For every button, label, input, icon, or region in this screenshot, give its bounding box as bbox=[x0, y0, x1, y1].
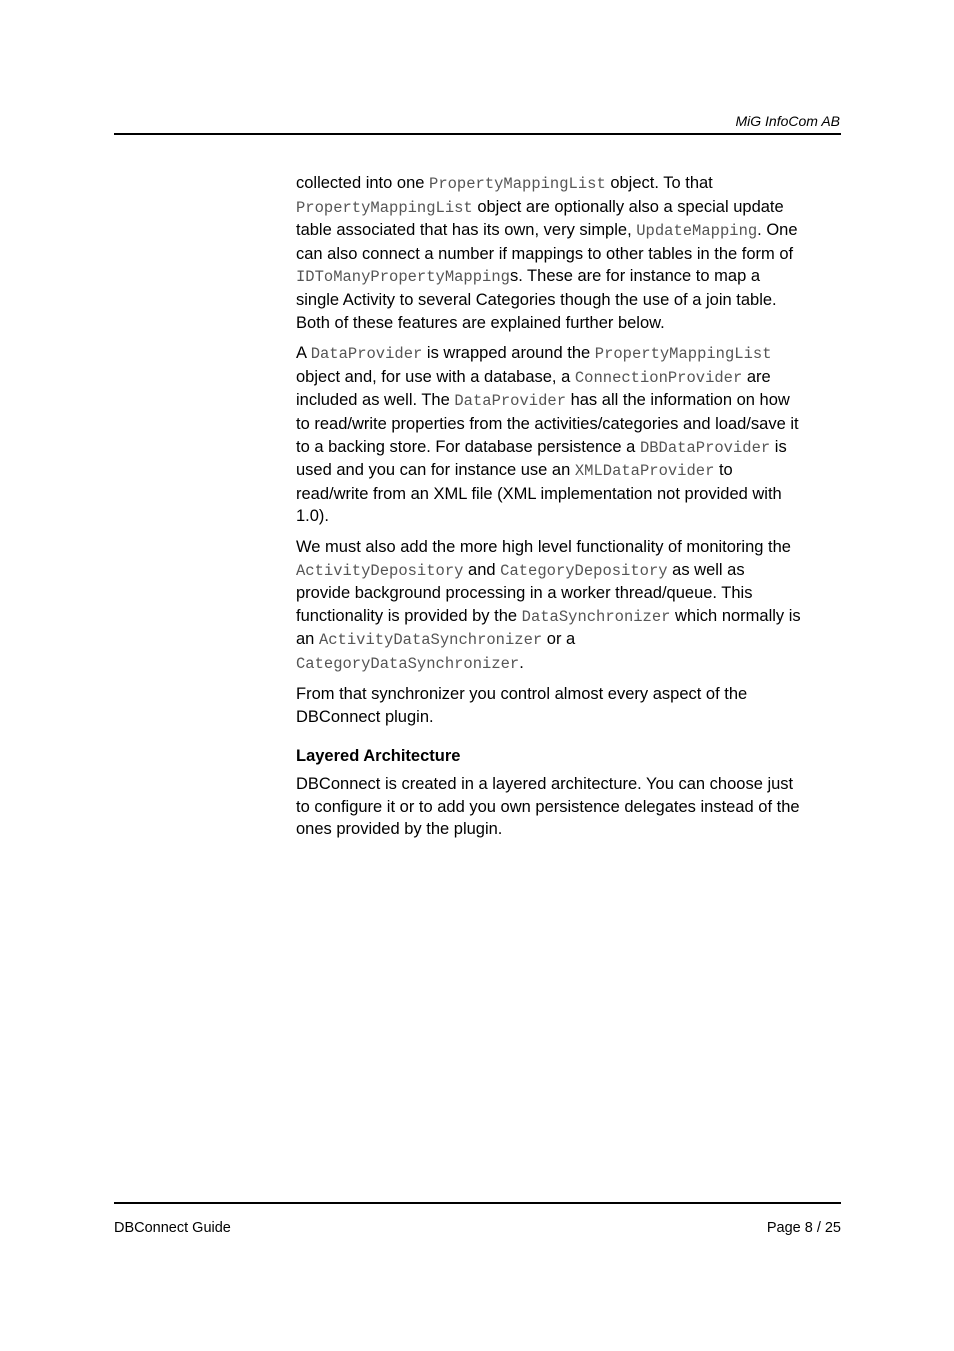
code-xml-data-provider: XMLDataProvider bbox=[574, 462, 715, 481]
section-heading-layered-architecture: Layered Architecture bbox=[296, 746, 461, 765]
text-run: are included as well. The bbox=[296, 367, 771, 410]
text-run: object and, for use with a database, a bbox=[296, 367, 575, 386]
text-run: has all the information on how to read/write properties from the activities/categories and load/save it to a backing store. For database persistence a bbox=[296, 391, 799, 456]
code-category-data-synchronizer: CategoryDataSynchronizer bbox=[296, 654, 520, 673]
text-run: and bbox=[463, 560, 501, 579]
text-run: to read/write from an XML file (XML implementation not provided with 1.0). bbox=[296, 461, 782, 526]
code-data-provider: DataProvider bbox=[454, 392, 566, 411]
paragraph-synchronizer-control: From that synchronizer you control almost every aspect of the DBConnect plugin. bbox=[296, 685, 748, 727]
code-activity-data-synchronizer: ActivityDataSynchronizer bbox=[318, 631, 543, 650]
text-run: s. These are for instance to map a single Activity to several Categories though the use of a join table. Both of these features are explained further below. bbox=[296, 267, 777, 332]
code-data-provider: DataProvider bbox=[310, 345, 423, 364]
text-run: . bbox=[519, 653, 524, 672]
code-activity-depository: ActivityDepository bbox=[296, 561, 464, 580]
text-run: is wrapped around the bbox=[422, 344, 595, 363]
code-db-data-provider: DBDataProvider bbox=[639, 438, 771, 457]
text-run: object. To that bbox=[605, 174, 713, 192]
document-body bbox=[296, 172, 801, 849]
paragraph-data-synchronizer bbox=[296, 536, 801, 676]
code-id-to-many-property-mapping: IDToManyPropertyMapping bbox=[296, 268, 510, 287]
text-run: is used and you can for instance use an bbox=[296, 437, 787, 480]
paragraph-layered-architecture: DBConnect is created in a layered architecture. You can choose just to configure it or to add you own persistence delegates instead of the ones provided by the plugin. bbox=[296, 775, 800, 839]
code-property-mapping-list: PropertyMappingList bbox=[429, 175, 606, 193]
footer-divider bbox=[114, 1202, 841, 1204]
text-run: which normally is an bbox=[296, 606, 801, 649]
text-run: A bbox=[296, 344, 311, 363]
text-run: . One can also connect a number if mappings to other tables in the form of bbox=[296, 221, 798, 263]
text-run: as well as provide background processing in a worker thread/queue. This functionality is provided by the bbox=[296, 560, 753, 625]
paragraph-data-provider bbox=[296, 342, 801, 528]
code-update-mapping: UpdateMapping bbox=[636, 222, 758, 241]
code-connection-provider: ConnectionProvider bbox=[574, 368, 743, 387]
paragraph-property-mapping bbox=[296, 172, 801, 334]
footer-page-number: Page 8 / 25 bbox=[766, 1220, 841, 1236]
code-data-synchronizer: DataSynchronizer bbox=[521, 607, 671, 626]
text-run: We must also add the more high level functionality of monitoring the bbox=[296, 537, 791, 556]
header-divider bbox=[114, 133, 841, 135]
text-run: collected into one bbox=[296, 174, 430, 192]
text-run: object are optionally also a special update table associated that has its own, very simple, bbox=[296, 197, 784, 240]
code-category-depository: CategoryDepository bbox=[500, 561, 668, 580]
code-property-mapping-list: PropertyMappingList bbox=[594, 345, 772, 364]
code-property-mapping-list: PropertyMappingList bbox=[296, 198, 473, 217]
text-run: or a bbox=[542, 630, 576, 649]
header-company-name: MiG InfoCom AB bbox=[735, 113, 840, 129]
footer-document-title: DBConnect Guide bbox=[114, 1220, 231, 1236]
